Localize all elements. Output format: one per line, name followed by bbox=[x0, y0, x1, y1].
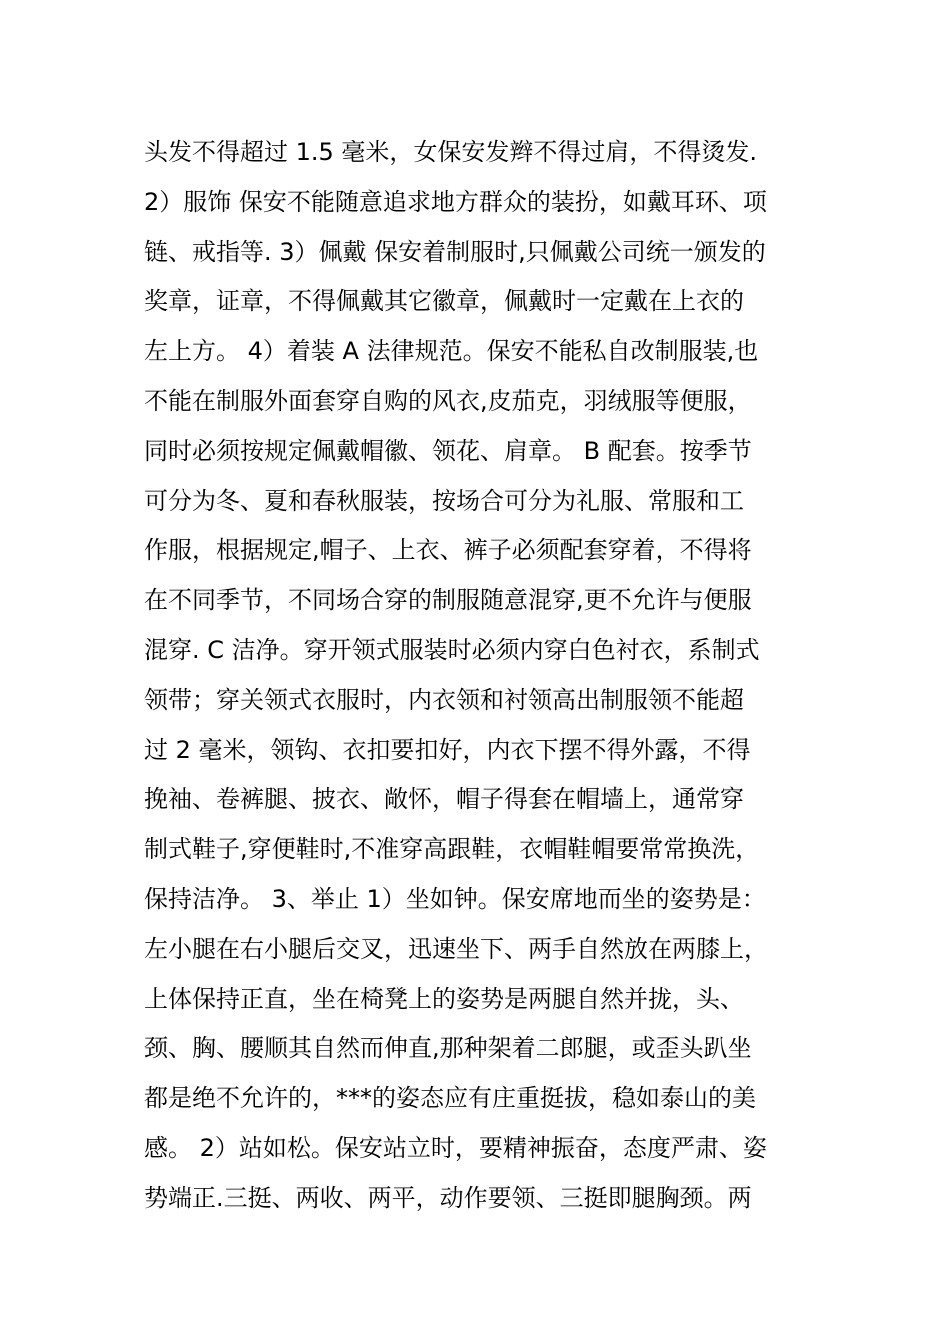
text-line: 作服，根据规定,帽子、上衣、裤子必须配套穿着，不得将 bbox=[144, 536, 752, 565]
text-line: 颈、胸、腰顺其自然而伸直,那种架着二郎腿，或歪头趴坐 bbox=[144, 1034, 752, 1063]
text-line: 混穿. C 洁净。穿开领式服装时必须内穿白色衬衣，系制式 bbox=[144, 635, 760, 664]
text-line: 可分为冬、夏和春秋服装，按场合可分为礼服、常服和工 bbox=[144, 486, 744, 515]
text-line: 头发不得超过 1.5 毫米，女保安发辫不得过肩，不得烫发. bbox=[144, 138, 758, 166]
text-line: 左小腿在右小腿后交叉，迅速坐下、两手自然放在两膝上， bbox=[144, 934, 768, 963]
text-line: 领带；穿关领式衣服时，内衣领和衬领高出制服领不能超 bbox=[144, 685, 744, 714]
text-line: 奖章，证章，不得佩戴其它徽章，佩戴时一定戴在上衣的 bbox=[144, 287, 744, 316]
text-line: 制式鞋子,穿便鞋时,不准穿高跟鞋，衣帽鞋帽要常常换洗， bbox=[144, 835, 760, 864]
text-line: 不能在制服外面套穿自购的风衣,皮茄克，羽绒服等便服， bbox=[144, 386, 752, 415]
text-line: 左上方。 4）着装 A 法律规范。保安不能私自改制服装,也 bbox=[144, 337, 759, 366]
body-text bbox=[144, 128, 824, 1224]
text-line: 在不同季节，不同场合穿的制服随意混穿,更不允许与便服 bbox=[144, 586, 752, 615]
text-line: 2）服饰 保安不能随意追求地方群众的装扮，如戴耳环、项 bbox=[144, 187, 767, 216]
text-line: 势端正.三挺、两收、两平，动作要领、三挺即腿胸颈。两 bbox=[144, 1183, 752, 1212]
text-line: 上体保持正直，坐在椅凳上的姿势是两腿自然并拢，头、 bbox=[144, 984, 744, 1013]
text-line: 保持洁净。 3、举止 1）坐如钟。保安席地而坐的姿势是： bbox=[144, 884, 766, 913]
text-line: 链、戒指等. 3）佩戴 保安着制服时,只佩戴公司统一颁发的 bbox=[144, 237, 766, 266]
text-line: 都是绝不允许的，***的姿态应有庄重挺拔，稳如泰山的美 bbox=[144, 1084, 756, 1113]
text-line: 同时必须按规定佩戴帽徽、领花、肩章。 B 配套。按季节 bbox=[144, 436, 752, 465]
text-line: 挽袖、卷裤腿、披衣、敞怀，帽子得套在帽墙上，通常穿 bbox=[144, 785, 744, 814]
text-line: 过 2 毫米，领钩、衣扣要扣好，内衣下摆不得外露，不得 bbox=[144, 735, 751, 764]
text-line: 感。 2）站如松。保安站立时，要精神振奋，态度严肃、姿 bbox=[144, 1133, 767, 1162]
